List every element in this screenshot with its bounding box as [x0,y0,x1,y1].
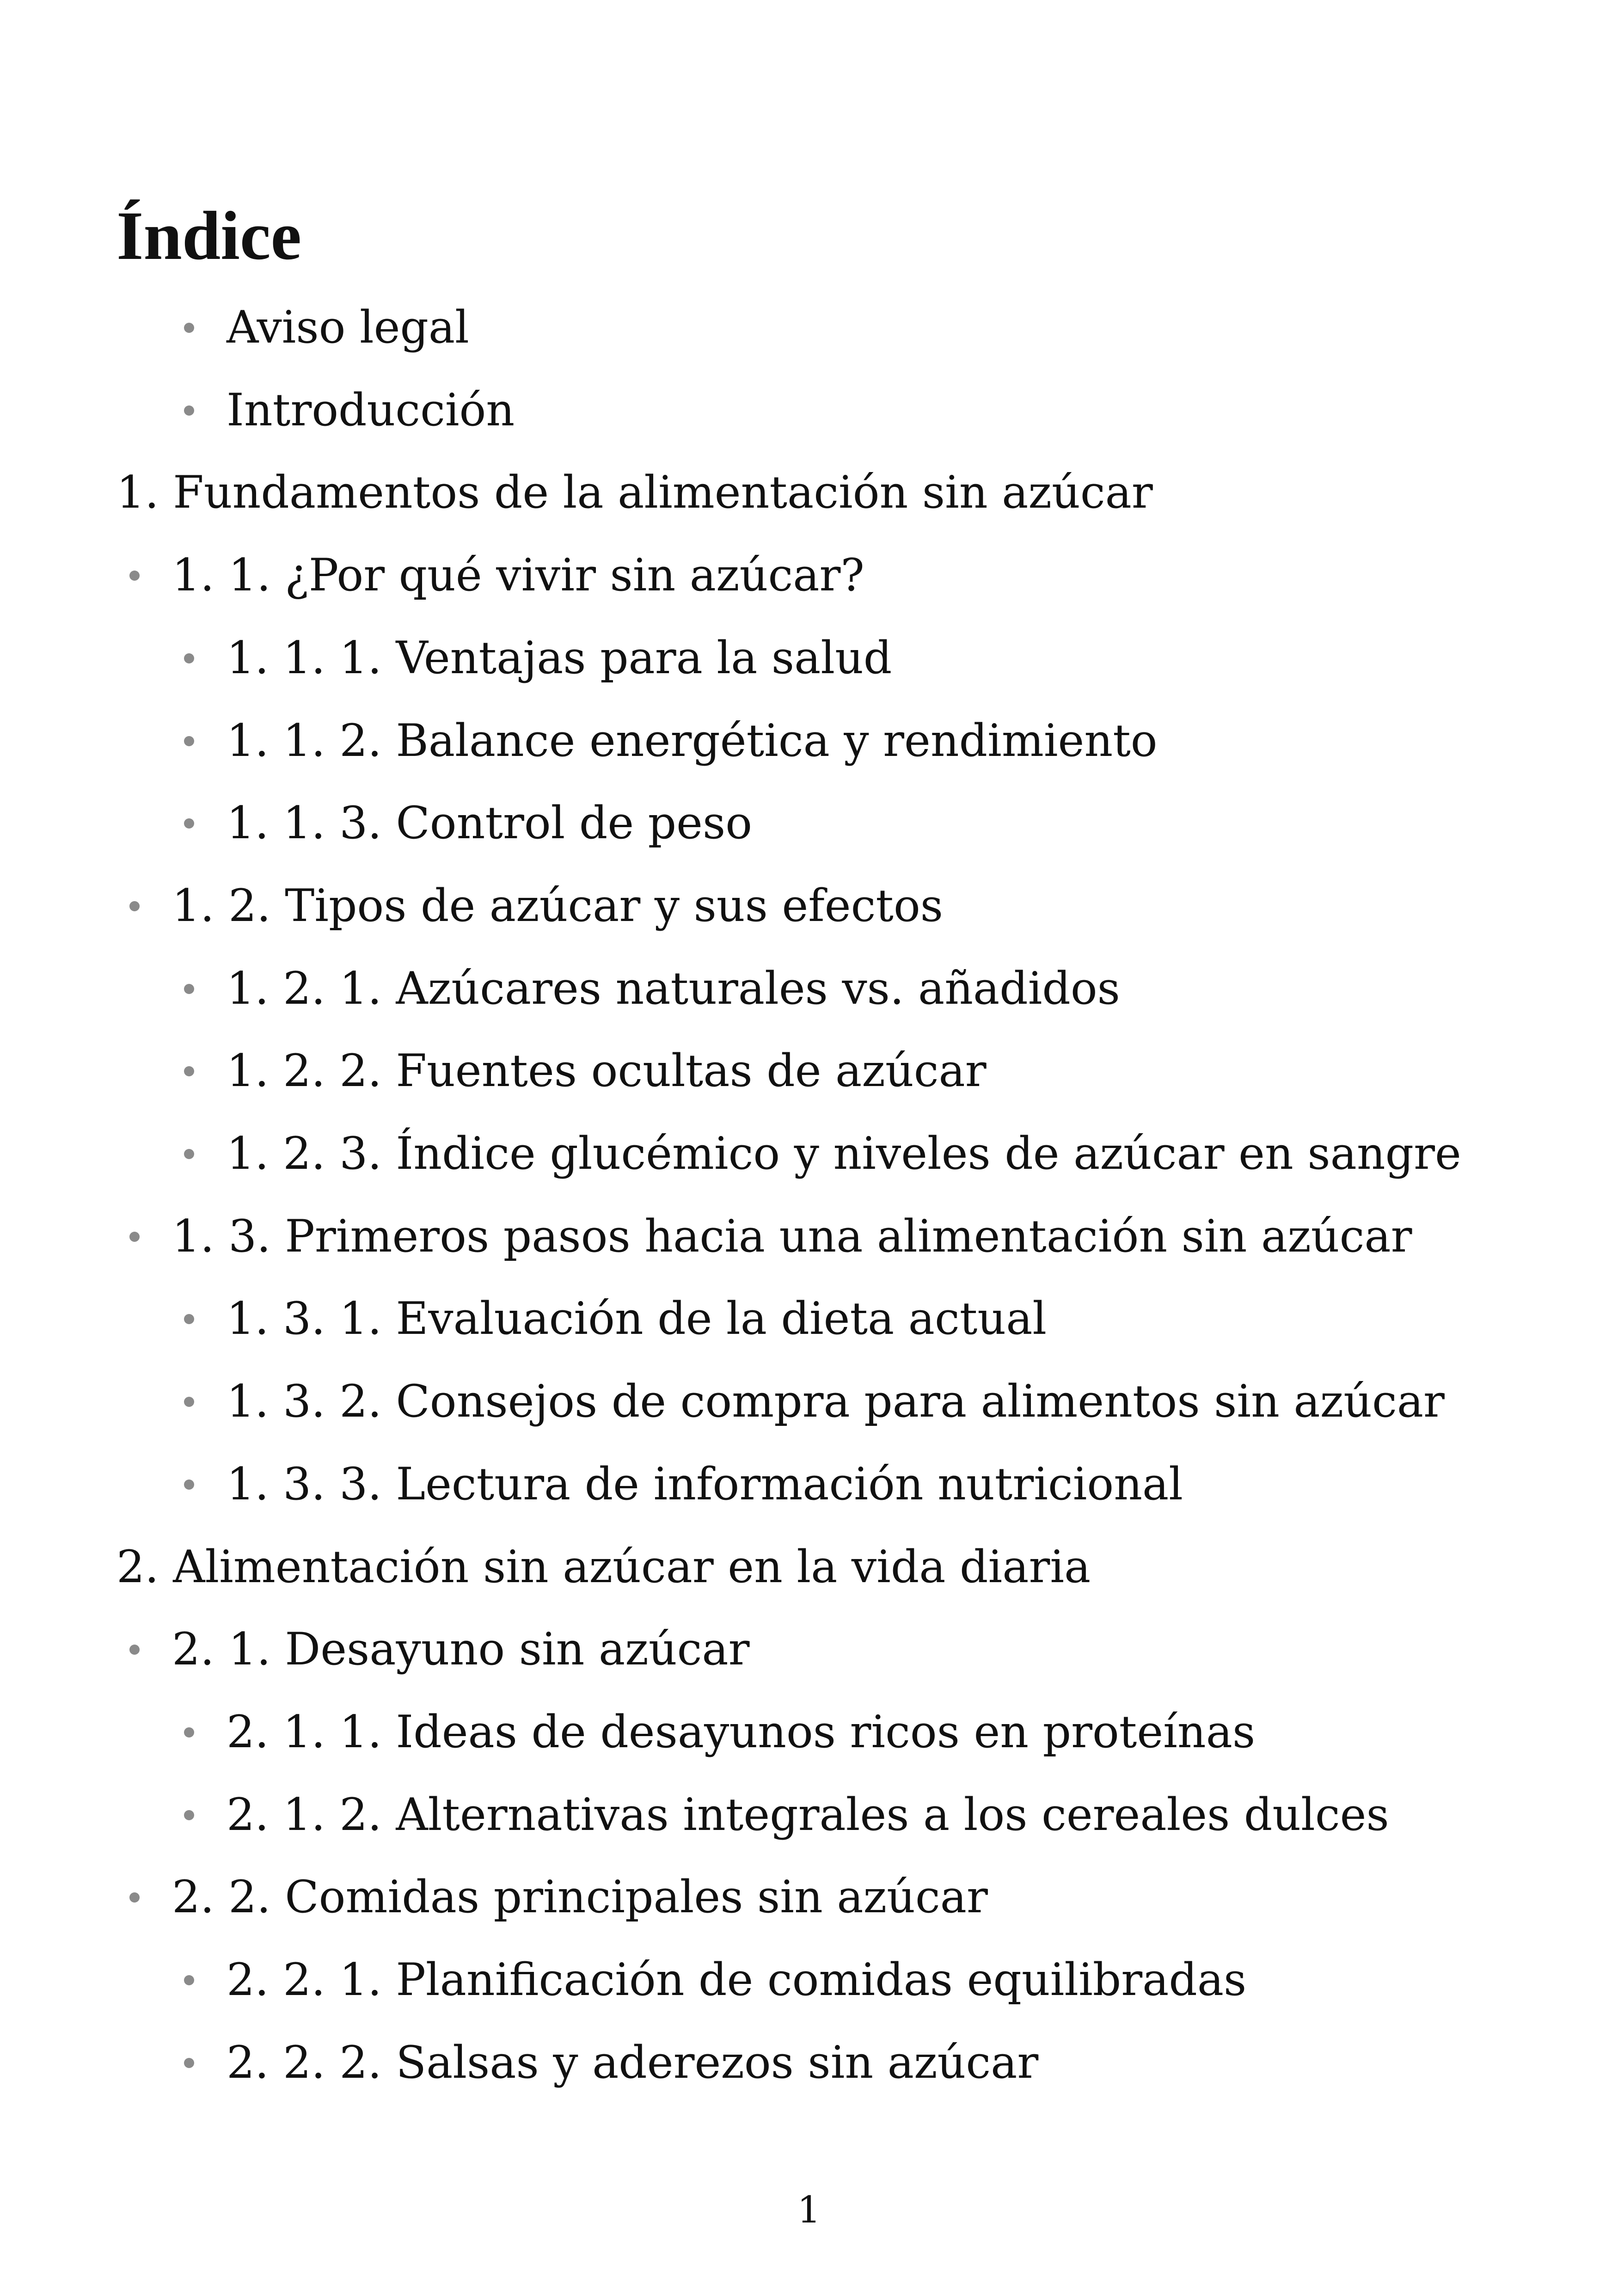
toc-entry-label: 1. 2. 1. Azúcares naturales vs. añadidos [227,963,1120,1014]
bullet-icon [184,1066,194,1076]
toc-entry-label: 1. 1. 1. Ventajas para la salud [227,632,892,684]
bullet-icon [184,818,194,829]
toc-entry-label: 2. Alimentación sin azúcar en la vida diaria [116,1541,1091,1593]
bullet-icon [184,736,194,746]
toc-entry[interactable] [227,630,892,686]
bullet-icon [184,984,194,994]
toc-entry[interactable] [116,1539,1091,1595]
toc-entry-label: 2. 2. Comidas principales sin azúcar [172,1871,988,1923]
toc-entry-label: Aviso legal [227,301,469,353]
toc-entry[interactable] [227,1374,1445,1429]
page-number: 1 [797,2188,821,2231]
toc-entry[interactable] [172,1621,750,1677]
toc-entry[interactable] [172,1209,1412,1264]
bullet-icon [184,1810,194,1820]
bullet-icon [184,1727,194,1737]
bullet-icon [184,323,194,333]
toc-entry-label: 1. 2. Tipos de azúcar y sus efectos [172,880,943,932]
toc-entry-label: 1. 3. Primeros pasos hacia una alimentación sin azúcar [172,1210,1412,1262]
toc-entry[interactable] [227,1126,1461,1181]
toc-entry-label: 2. 2. 2. Salsas y aderezos sin azúcar [227,2037,1039,2088]
bullet-icon [184,405,194,416]
toc-entry[interactable] [227,1952,1246,2007]
toc-entry-label: 1. 1. 2. Balance energética y rendimiento [227,715,1158,767]
toc-entry-label: 2. 1. Desayuno sin azúcar [172,1623,750,1675]
bullet-icon [184,1314,194,1324]
bullet-icon [129,1645,140,1655]
bullet-icon [129,1892,140,1903]
toc-entry[interactable] [116,465,1153,520]
toc-entry[interactable] [227,961,1120,1016]
toc-entry-label: 1. 1. 3. Control de peso [227,797,752,849]
toc-entry-label: 1. 2. 3. Índice glucémico y niveles de azúcar en sangre [227,1128,1461,1179]
toc-entry[interactable] [172,547,864,603]
toc-entry[interactable] [227,713,1158,768]
toc-entry-label: 2. 1. 1. Ideas de desayunos ricos en proteínas [227,1706,1256,1758]
bullet-icon [184,1149,194,1159]
toc-entry-label: 1. 3. 2. Consejos de compra para alimentos sin azúcar [227,1375,1445,1427]
toc-entry-label: Introducción [227,384,515,436]
bullet-icon [184,1975,194,1985]
bullet-icon [129,901,140,911]
toc-entry[interactable] [172,1869,988,1925]
toc-entry[interactable] [227,1787,1389,1842]
toc-entry[interactable] [227,2035,1038,2090]
toc-entry[interactable] [227,300,469,355]
bullet-icon [129,1232,140,1242]
toc-entry-label: 1. 1. ¿Por qué vivir sin azúcar? [172,549,864,601]
bullet-icon [184,1480,194,1490]
toc-entry-label: 2. 2. 1. Planificación de comidas equilibradas [227,1954,1247,2006]
bullet-icon [184,653,194,663]
toc-entry[interactable] [172,878,943,933]
toc-entry[interactable] [227,1704,1255,1760]
toc-entry-label: 1. 3. 1. Evaluación de la dieta actual [227,1293,1047,1344]
bullet-icon [184,1397,194,1407]
bullet-icon [129,571,140,581]
toc-entry-label: 2. 1. 2. Alternativas integrales a los cereales dulces [227,1789,1389,1841]
toc-entry-label: 1. Fundamentos de la alimentación sin azúcar [116,467,1153,518]
page-title: Índice [116,197,302,274]
toc-entry[interactable] [227,1043,987,1099]
toc-entry[interactable] [227,382,515,438]
toc-entry[interactable] [227,1456,1183,1512]
toc-entry-label: 1. 2. 2. Fuentes ocultas de azúcar [227,1045,987,1097]
toc-entry-label: 1. 3. 3. Lectura de información nutricional [227,1458,1183,1510]
toc-entry[interactable] [227,795,752,851]
bullet-icon [184,2058,194,2068]
toc-entry[interactable] [227,1291,1047,1346]
